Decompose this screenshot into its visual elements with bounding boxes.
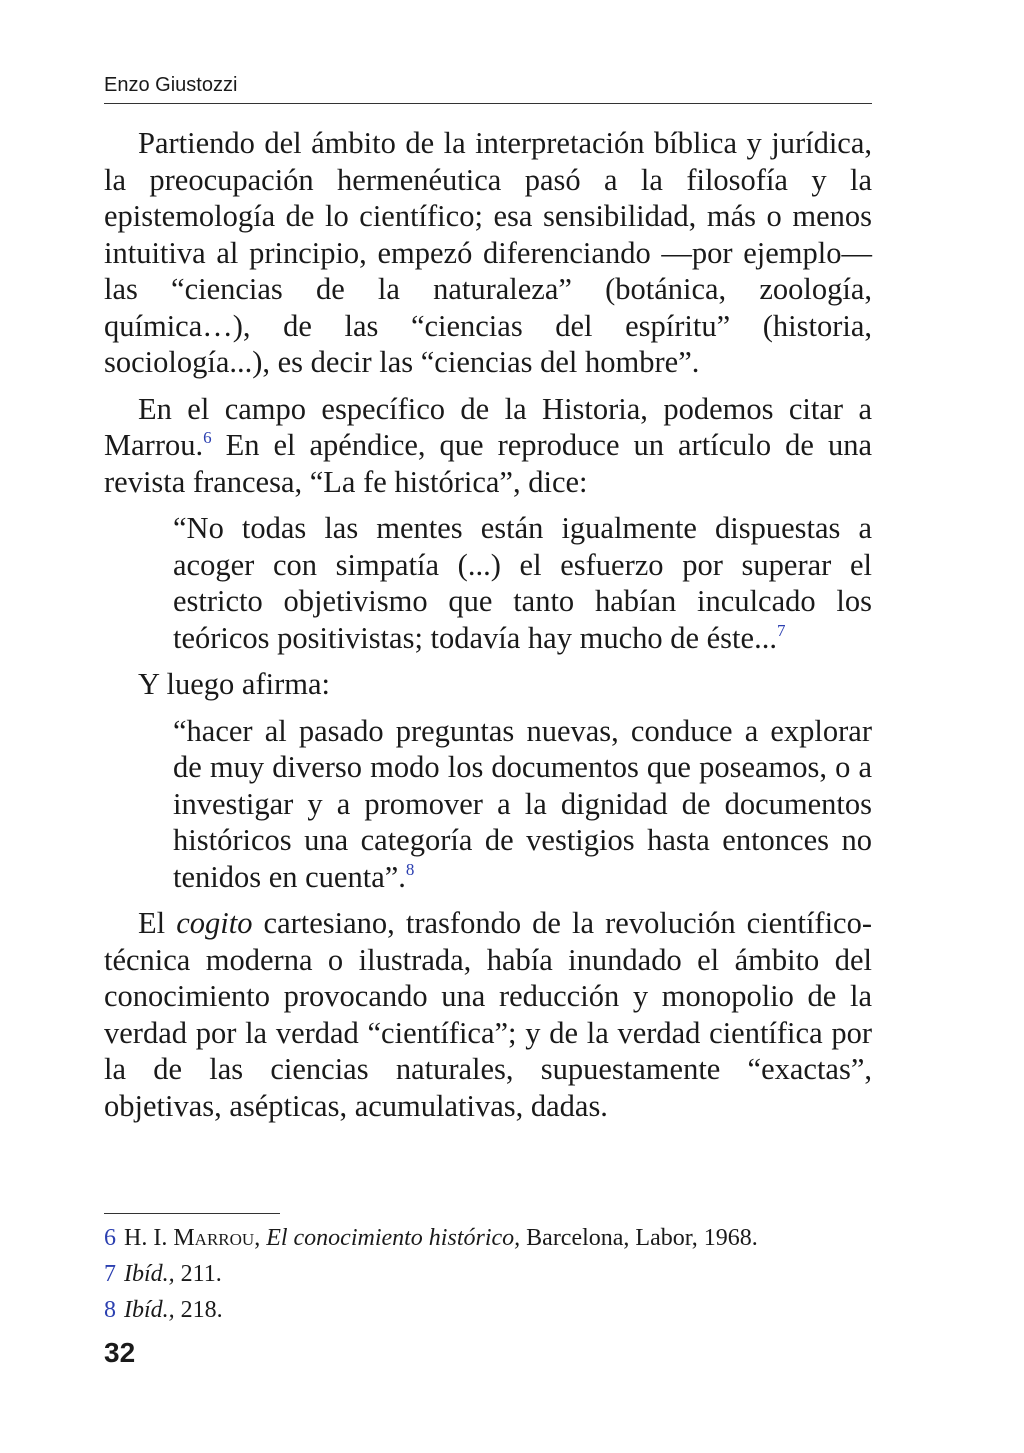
paragraph-marrou xyxy=(104,391,872,501)
running-head: Enzo Giustozzi xyxy=(104,74,872,104)
footnote-rest: Barcelona, Labor, 1968. xyxy=(520,1225,758,1251)
footnote-7 xyxy=(104,1256,872,1292)
block-quote-1 xyxy=(173,510,872,656)
page-number: 32 xyxy=(104,1337,136,1368)
block-quote-2 xyxy=(173,713,872,896)
footnote-number[interactable]: 6 xyxy=(104,1225,116,1251)
footnote-6 xyxy=(104,1220,872,1256)
paragraph-cogito-text-a: El xyxy=(138,906,177,940)
body-text xyxy=(104,125,872,1124)
paragraph-cogito xyxy=(104,905,872,1124)
footnote-ref-8[interactable]: 8 xyxy=(405,859,415,879)
footnote-title: El conocimiento histórico, xyxy=(266,1225,521,1251)
footnote-rest: 211. xyxy=(174,1261,222,1287)
block-quote-1-text: “No todas las mentes están igualmente dispuestas a acoger con simpatía (...) el esfuerzo por superar el estricto objetivismo que tanto habían inculcado los teóricos positivistas; todavía hay mucho de éste... xyxy=(173,511,872,655)
footnote-title: Ibíd., xyxy=(124,1261,175,1287)
paragraph-cogito-text-b: cartesiano, trasfondo de la revolución científico-técnica moderna o ilustrada, había inundado el ámbito del conocimiento provocando una reducción y monopolio de la verdad por la verdad “científica”; y de la verdad científica por la de las ciencias naturales, supuestamente “exactas”, objetivas, asépticas, acumulativas, dadas. xyxy=(104,906,872,1123)
footnote-separator: , xyxy=(254,1225,267,1251)
footnote-ref-7[interactable]: 7 xyxy=(776,620,786,640)
footnote-rule xyxy=(104,1213,280,1214)
footnote-title: Ibíd., xyxy=(124,1297,175,1323)
footnote-8 xyxy=(104,1292,872,1328)
paragraph-marrou-text-b: En el apéndice, que reproduce un artículo de una revista francesa, “La fe histórica”, dice: xyxy=(104,428,872,499)
footnote-ref-6[interactable]: 6 xyxy=(203,428,212,447)
footnote-author-name: Marrou xyxy=(173,1225,255,1251)
footnotes xyxy=(104,1213,872,1328)
footnote-number[interactable]: 7 xyxy=(104,1261,116,1287)
footnote-rest: 218. xyxy=(174,1297,223,1323)
paragraph-marrou-text-a: En el campo específico de la Historia, podemos citar a Marrou. xyxy=(104,391,872,462)
block-quote-2-text: “hacer al pasado preguntas nuevas, conduce a explorar de muy diverso modo los documentos que poseamos, o a investigar y a promover a la dignidad de documentos históricos una categoría de vestigios hasta entonces no tenidos en cuenta”. xyxy=(173,713,872,894)
paragraph-luego-afirma: Y luego afirma: xyxy=(138,667,330,701)
footnote-author-initials: H. I. xyxy=(124,1225,174,1251)
paragraph-hermeneutics: Partiendo del ámbito de la interpretación bíblica y jurídica, la preocupación hermenéutica pasó a la filosofía y la epistemología de lo científico; esa sensibilidad, más o menos intuitiva al principio, empezó diferenciando —por ejemplo— las “ciencias de la naturaleza” (botánica, zoología, química…), de las “ciencias del espíritu” (historia, sociología...), es decir las “ciencias del hombre”. xyxy=(104,126,872,379)
cogito-italic: cogito xyxy=(176,906,253,940)
footnote-number[interactable]: 8 xyxy=(104,1297,116,1323)
